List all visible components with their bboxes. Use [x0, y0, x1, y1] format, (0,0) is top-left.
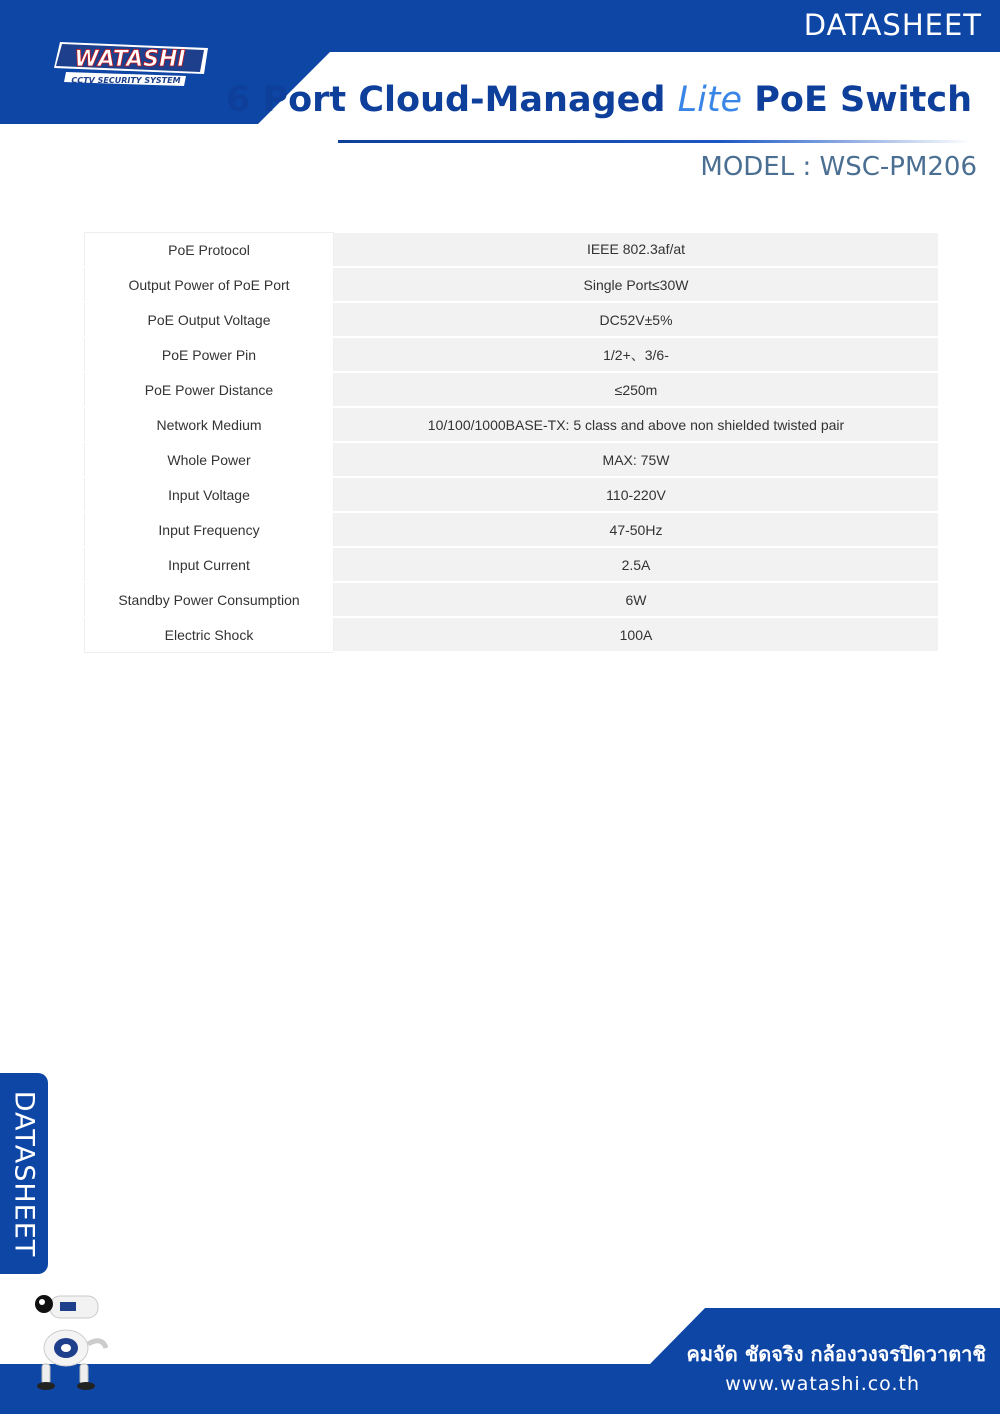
spec-row — [85, 372, 939, 407]
spec-label: Whole Power — [85, 442, 334, 477]
header-datasheet-label: DATASHEET — [803, 8, 982, 42]
spec-row — [85, 302, 939, 337]
spec-row — [85, 337, 939, 372]
robot-dog-mascot-image — [28, 1288, 112, 1392]
spec-row — [85, 547, 939, 582]
product-title — [226, 80, 972, 120]
spec-value: 47-50Hz — [334, 512, 939, 547]
spec-row — [85, 442, 939, 477]
spec-label: Input Current — [85, 547, 334, 582]
spec-label: PoE Protocol — [85, 233, 334, 268]
footer-url[interactable]: www.watashi.co.th — [725, 1373, 920, 1395]
spec-label: PoE Power Distance — [85, 372, 334, 407]
watashi-logo — [46, 28, 212, 92]
side-datasheet-tab — [0, 1073, 48, 1274]
spec-label: Standby Power Consumption — [85, 582, 334, 617]
spec-label: Electric Shock — [85, 617, 334, 652]
spec-value: MAX: 75W — [334, 442, 939, 477]
spec-value: 6W — [334, 582, 939, 617]
title-underline — [338, 140, 972, 143]
spec-row — [85, 233, 939, 268]
spec-row — [85, 267, 939, 302]
spec-label: Output Power of PoE Port — [85, 267, 334, 302]
spec-value: Single Port≤30W — [334, 267, 939, 302]
title-part2: PoE Switch — [742, 80, 972, 120]
spec-value: 2.5A — [334, 547, 939, 582]
spec-row — [85, 512, 939, 547]
title-lite: Lite — [677, 80, 743, 120]
footer-slogan: คมจัด ชัดจริง กล้องวงจรปิดวาตาชิ — [686, 1342, 986, 1366]
spec-table — [84, 232, 938, 653]
spec-value: 100A — [334, 617, 939, 652]
logo-wordmark: WATASHI — [74, 47, 186, 72]
spec-table-body — [85, 233, 939, 653]
spec-label: Input Frequency — [85, 512, 334, 547]
spec-row — [85, 617, 939, 652]
spec-value: IEEE 802.3af/at — [334, 233, 939, 268]
spec-row — [85, 582, 939, 617]
spec-value: ≤250m — [334, 372, 939, 407]
spec-label: PoE Output Voltage — [85, 302, 334, 337]
spec-label: PoE Power Pin — [85, 337, 334, 372]
spec-value: DC52V±5% — [334, 302, 939, 337]
spec-label: Network Medium — [85, 407, 334, 442]
spec-row — [85, 407, 939, 442]
model-number: MODEL : WSC-PM206 — [700, 152, 977, 182]
spec-value: 10/100/1000BASE-TX: 5 class and above non shielded twisted pair — [334, 407, 939, 442]
logo-tagline: CCTV SECURITY SYSTEM — [71, 76, 181, 85]
title-part1: 6 Port Cloud-Managed — [225, 80, 678, 120]
spec-label: Input Voltage — [85, 477, 334, 512]
side-tab-label: DATASHEET — [8, 1090, 40, 1257]
spec-value: 110-220V — [334, 477, 939, 512]
spec-row — [85, 477, 939, 512]
spec-value: 1/2+、3/6- — [334, 337, 939, 372]
